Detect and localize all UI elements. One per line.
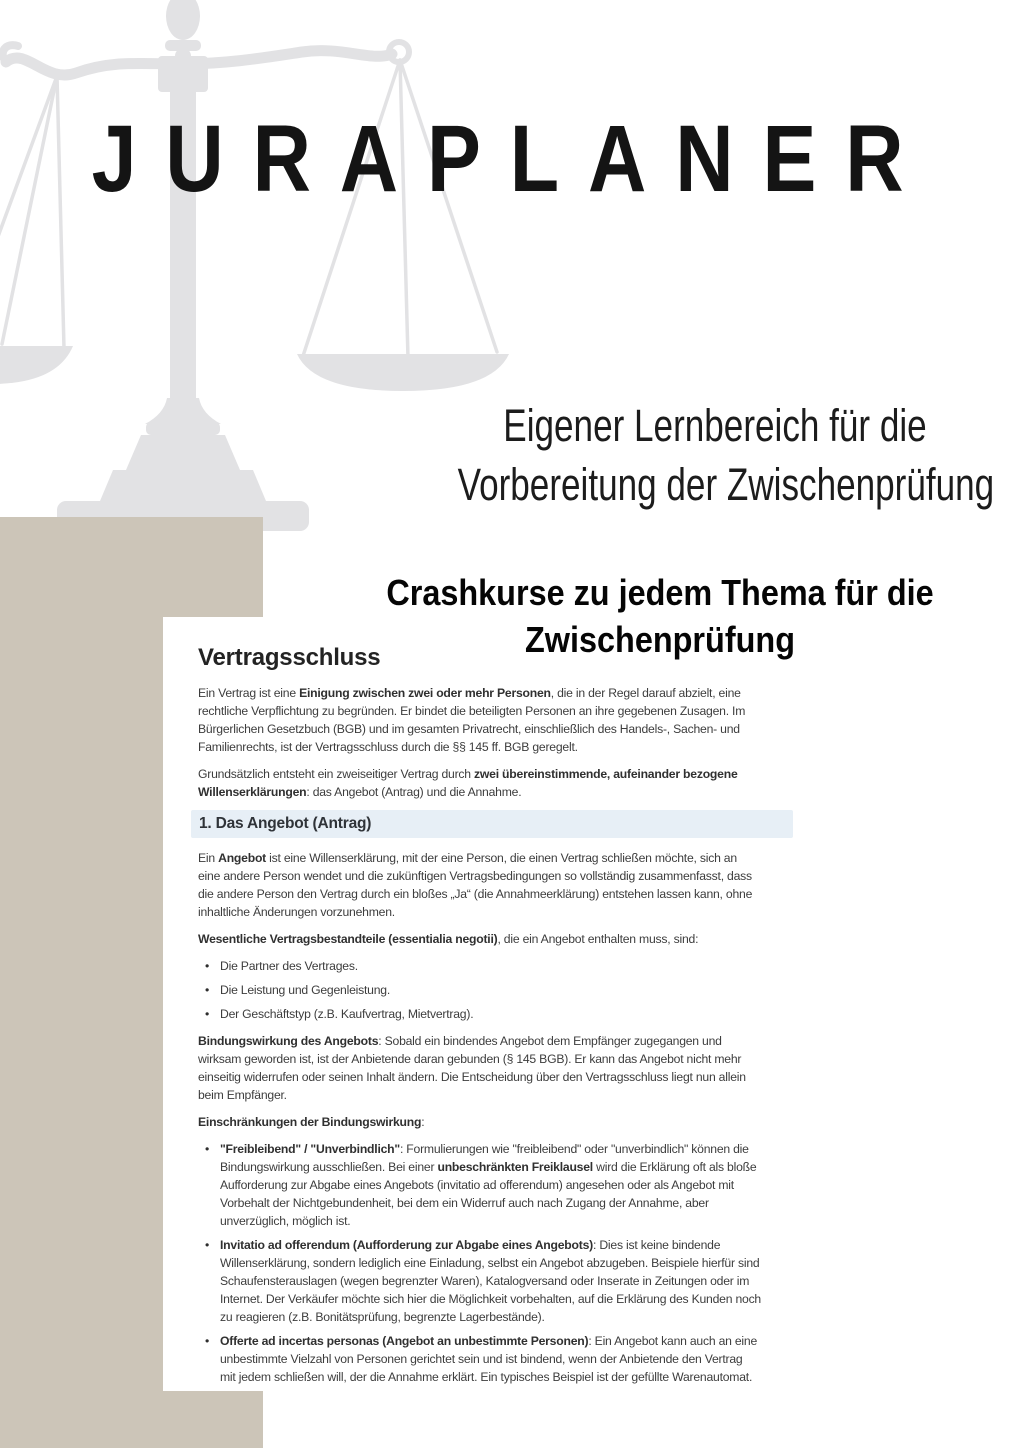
doc-bullet-item [198,1140,761,1230]
doc-paragraph [198,1113,761,1131]
doc-text: Ein [198,851,219,865]
doc-bullet-item [198,1332,761,1386]
doc-text: Die Leistung und Gegenleistung. [220,983,391,997]
doc-text: Grundsätzlich entsteht ein zweiseitiger Vertrag durch [198,767,475,781]
doc-text: Ein Vertrag ist eine [198,686,300,700]
doc-text: ist eine Willenserklärung, mit der eine Person, die einen Vertrag schließen möchte, sich an eine andere Person wendet und die zukünftigen Vertragsbedingungen so vollständig zusammenfasst, dass die andere Person den Vertrag durch ein bloßes „Ja“ (die Annahmeerklärung) entstehen lassen kann, ohne inhaltliche Änderungen vorzunehmen. [198,851,753,919]
headline [372,569,948,663]
doc-text-bold: "Freibleibend" / "Unverbindlich" [220,1142,400,1156]
doc-text: , die ein Angebot enthalten muss, sind: [497,932,699,946]
doc-bullet-list [198,957,761,1023]
doc-text: : das Angebot (Antrag) und die Annahme. [306,785,522,799]
doc-content [198,684,761,1386]
doc-paragraph [198,684,761,756]
doc-text-bold: Einigung zwischen zwei oder mehr Personen [299,686,551,700]
tagline-line2: Vorbereitung der Zwischenprüfung [457,459,995,510]
doc-text: : Sobald ein bindendes Angebot dem Empfänger zugegangen und wirksam geworden ist, ist der Anbietende daran gebunden (§ 145 BGB). Er kann das Angebot nicht mehr einseitig widerrufen oder seinen Inhalt ändern. Die Entscheidung über den Vertragsschluss liegt nun allein beim Empfänger. [198,1034,746,1102]
tagline-line1: Eigener Lernbereich für die [503,400,927,451]
doc-text-bold: Invitatio ad offerendum (Aufforderung zur Abgabe eines Angebots) [220,1238,593,1252]
doc-paragraph [198,849,761,921]
doc-title: Vertragsschluss [198,644,381,671]
doc-text: : [421,1115,425,1129]
doc-paragraph [198,1032,761,1104]
doc-text: : Formulierungen wie "freibleibend" oder "unverbindlich" können die Bindungswirkung ausschließen. Bei einer [220,1142,749,1174]
doc-text: wird die Erklärung oft als bloße Aufforderung zur Abgabe eines Angebots (invitatio ad offerendum) angesehen oder als Angebot mit Vorbehalt der Nichtgebundenheit, bei dem ein Widerruf auch nach Zugang der Annahme, aber unverzüglich, möglich ist. [220,1160,757,1228]
doc-text-bold: Wesentliche Vertragsbestandteile (essentialia negotii) [198,932,498,946]
doc-bullet-list [198,1140,761,1386]
brand-title: JURAPLANER [91,106,933,212]
doc-text-bold: Bindungswirkung des Angebots [198,1034,379,1048]
doc-section-heading: 1. Das Angebot (Antrag) [191,810,793,838]
doc-bullet-item [198,1236,761,1326]
headline-line1: Crashkurse zu jedem Thema für die [386,572,934,613]
doc-text: , die in der Regel darauf abzielt, eine rechtliche Verpflichtung zu begründen. Er bindet die beteiligten Personen an ihre gegebenen Zusagen. Im Bürgerlichen Gesetzbuch (BGB) und im gesamten Privatrecht, einschließlich des Handels-, Sachen- und Familienrechts, ist der Vertragsschluss durch die §§ 145 ff. BGB geregelt. [198,686,746,754]
doc-text-bold: Angebot [218,851,267,865]
doc-bullet-item [198,981,761,999]
doc-paragraph [198,930,761,948]
tagline [457,396,995,514]
headline-line2: Zwischenprüfung [525,619,795,660]
doc-text-bold: zwei übereinstimmende, aufeinander bezogene Willenserklärungen [198,767,738,799]
doc-paragraph [198,765,761,801]
doc-text-bold: unbeschränkten Freiklausel [437,1160,593,1174]
doc-bullet-item [198,957,761,975]
doc-text: Der Geschäftstyp (z.B. Kaufvertrag, Mietvertrag). [220,1007,474,1021]
doc-text: : Ein Angebot kann auch an eine unbestimmte Vielzahl von Personen gerichtet sein und ist bindend, wenn der Anbietende den Vertrag mit jedem schließen will, der die Annahme erklärt. Ein typisches Beispiel ist der gefüllte Warenautomat. [220,1334,758,1384]
doc-bullet-item [198,1005,761,1023]
doc-text-bold: Einschränkungen der Bindungswirkung [198,1115,422,1129]
document-panel [163,617,800,1391]
doc-text: : Dies ist keine bindende Willenserklärung, sondern lediglich eine Einladung, selbst ein Angebot abzugeben. Beispiele hierfür sind Schaufensterauslagen (wegen begrenzter Waren), Katalogversand oder Inserate in Zeitungen oder im Internet. Der Verkäufer möchte sich hier die Möglichkeit vorbehalten, auf die Erklärung des Kunden noch zu reagieren (z.B. Bonitätsprüfung, begrenzte Lagerbestände). [220,1238,761,1324]
doc-text: Die Partner des Vertrages. [220,959,358,973]
doc-text-bold: Offerte ad incertas personas (Angebot an unbestimmte Personen) [220,1334,589,1348]
